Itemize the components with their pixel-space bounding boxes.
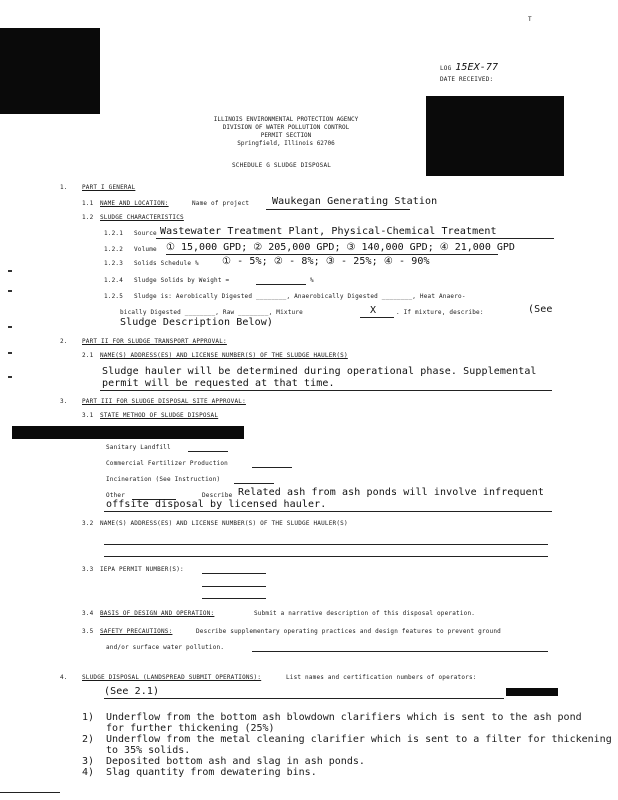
mixture-describe-value: (See [528, 304, 553, 315]
section-3-1-label: STATE METHOD OF SLUDGE DISPOSAL [100, 412, 219, 419]
section-1-2-label: SLUDGE CHARACTERISTICS [100, 214, 184, 221]
incineration-label: Incineration (See Instruction) [106, 476, 221, 483]
project-name-value: Waukegan Generating Station [272, 196, 438, 207]
log-value: 15EX-77 [455, 62, 499, 73]
bottom-edge-line [0, 792, 60, 793]
operators-value: (See 2.1) [104, 686, 160, 697]
section-3-5-number: 3.5 [82, 628, 94, 635]
section-3-4-number: 3.4 [82, 610, 94, 617]
hauler-line [100, 390, 552, 391]
corner-mark: T [528, 16, 532, 23]
part2-title: PART II FOR SLUDGE TRANSPORT APPROVAL: [82, 338, 227, 345]
section-1-2-4-number: 1.2.4 [104, 277, 124, 284]
section-1-1-number: 1.1 [82, 200, 94, 207]
hauler-value-line2: permit will be requested at that time. [102, 378, 335, 389]
section-1-2-number: 1.2 [82, 214, 94, 221]
other-label: Other [106, 492, 126, 499]
list-item-number: 1) [82, 712, 95, 723]
redaction-bar-section-4 [506, 688, 558, 696]
list-item-text-2: for further thickening (25%) [106, 723, 275, 734]
agency-section: PERMIT SECTION [260, 132, 312, 139]
section-3-3-label: IEPA PERMIT NUMBER(S): [100, 566, 184, 573]
section-3-4-label: BASIS OF DESIGN AND OPERATION: [100, 610, 215, 617]
other-describe-value-1: Related ash from ash ponds will involve infrequent [238, 487, 545, 498]
agency-header [196, 116, 376, 148]
form-title: SCHEDULE G SLUDGE DISPOSAL [232, 162, 332, 169]
section-3-4-text: Submit a narrative description of this disposal operation. [254, 610, 476, 617]
list-item-continuation [82, 723, 612, 734]
list-item-text-2: to 35% solids. [106, 745, 191, 756]
margin-mark [8, 376, 12, 378]
list-item-text: Slag quantity from dewatering bins. [106, 767, 317, 778]
permit-number-line-2 [202, 586, 266, 587]
list-item [82, 767, 612, 778]
sanitary-landfill-line [188, 451, 228, 452]
mixture-describe-label: . If mixture, describe: [396, 309, 484, 316]
mixture-describe-value-2: Sludge Description Below) [120, 317, 274, 328]
sludge-type-line1: Sludge is: Aerobically Digested ________, Anaerobically Digested ________, Heat Anaero- [134, 293, 466, 300]
list-item [82, 756, 612, 767]
section-2-1-label: NAME(S) ADDRESS(ES) AND LICENSE NUMBER(S) OF THE SLUDGE HAULER(S) [100, 352, 348, 359]
agency-division: DIVISION OF WATER POLLUTION CONTROL [222, 124, 350, 131]
hauler-value-line1: Sludge hauler will be determined during operational phase. Supplemental [102, 366, 537, 377]
section-2-1-number: 2.1 [82, 352, 94, 359]
project-name-label: Name of project [192, 200, 250, 207]
section-3-5-label: SAFETY PRECAUTIONS: [100, 628, 173, 635]
volume-label: Volume [134, 246, 157, 253]
commercial-fertilizer-line [252, 467, 292, 468]
list-item-continuation [82, 745, 612, 756]
part4-number: 4. [60, 674, 68, 681]
section-1-2-3-number: 1.2.3 [104, 260, 124, 267]
section-3-2-label: NAME(S) ADDRESS(ES) AND LICENSE NUMBER(S) OF THE SLUDGE HAULER(S) [100, 520, 348, 527]
list-item-text: Deposited bottom ash and slag in ash ponds. [106, 756, 365, 767]
list-item-number: 3) [82, 756, 95, 767]
margin-mark [8, 270, 12, 272]
volume-line [166, 254, 498, 255]
solids-schedule-value: ① - 5%; ② - 8%; ③ - 25%; ④ - 90% [222, 256, 430, 267]
solids-weight-unit: % [310, 277, 314, 284]
hauler-line-3-2-b [104, 556, 548, 557]
margin-mark [8, 352, 12, 354]
section-3-3-number: 3.3 [82, 566, 94, 573]
hauler-line-3-2-a [104, 544, 548, 545]
agency-address: Springfield, Illinois 62706 [237, 140, 335, 147]
redaction-bar-section-3 [12, 426, 244, 439]
part2-number: 2. [60, 338, 68, 345]
permit-number-line-3 [202, 598, 266, 599]
incineration-line [234, 483, 274, 484]
section-3-5-text-2: and/or surface water pollution. [106, 644, 225, 651]
margin-mark [8, 290, 12, 292]
log-stamp [440, 62, 498, 73]
solids-weight-label: Sludge Solids by Weight = [134, 277, 230, 284]
part4-title: SLUDGE DISPOSAL (LANDSPREAD SUBMIT OPERATIONS): [82, 674, 262, 681]
section-1-2-5-number: 1.2.5 [104, 293, 124, 300]
redaction-block-top-right [426, 96, 564, 176]
margin-mark [8, 326, 12, 328]
sanitary-landfill-label: Sanitary Landfill [106, 444, 171, 451]
section-3-2-number: 3.2 [82, 520, 94, 527]
operators-line [104, 698, 504, 699]
mixture-line [360, 317, 394, 318]
list-item [82, 712, 612, 723]
part1-title: PART I GENERAL [82, 184, 136, 191]
other-describe-line [104, 511, 552, 512]
section-1-1-label: NAME AND LOCATION: [100, 200, 169, 207]
source-label: Source [134, 230, 157, 237]
volume-value: ① 15,000 GPD; ② 205,000 GPD; ③ 140,000 GPD; ④ 21,000 GPD [166, 242, 515, 253]
describe-label: Describe [202, 492, 233, 499]
part3-number: 3. [60, 398, 68, 405]
solids-weight-line [256, 284, 306, 285]
section-1-2-2-number: 1.2.2 [104, 246, 124, 253]
solids-schedule-label: Solids Schedule % [134, 260, 199, 267]
list-item [82, 734, 612, 745]
source-value: Wastewater Treatment Plant, Physical-Chemical Treatment [160, 226, 497, 237]
other-describe-value-2: offsite disposal by licensed hauler. [106, 499, 327, 510]
section-3-1-number: 3.1 [82, 412, 94, 419]
safety-line [252, 651, 548, 652]
section-3-5-text: Describe supplementary operating practices and design features to prevent ground [196, 628, 501, 635]
list-item-text: Underflow from the metal cleaning clarifier which is sent to a filter for thickening [106, 734, 612, 745]
part1-number: 1. [60, 184, 68, 191]
sludge-description-list [82, 712, 612, 778]
section-1-2-1-number: 1.2.1 [104, 230, 124, 237]
list-item-number: 4) [82, 767, 95, 778]
list-item-text: Underflow from the bottom ash blowdown clarifiers which is sent to the ash pond [106, 712, 582, 723]
agency-name: ILLINOIS ENVIRONMENTAL PROTECTION AGENCY [213, 116, 359, 123]
sludge-type-line2: bically Digested ________, Raw ________, Mixture [120, 309, 303, 316]
log-label: LOG [440, 65, 452, 72]
redaction-block-top-left [0, 28, 100, 114]
commercial-fertilizer-label: Commercial Fertilizer Production [106, 460, 228, 467]
part3-title: PART III FOR SLUDGE DISPOSAL SITE APPROVAL: [82, 398, 246, 405]
list-item-number: 2) [82, 734, 95, 745]
part4-text: List names and certification numbers of operators: [286, 674, 477, 681]
source-line [156, 238, 554, 239]
permit-number-line-1 [202, 573, 266, 574]
date-received-label: DATE RECEIVED: [440, 76, 494, 83]
project-name-line [266, 209, 410, 210]
mixture-mark: X [370, 305, 377, 316]
